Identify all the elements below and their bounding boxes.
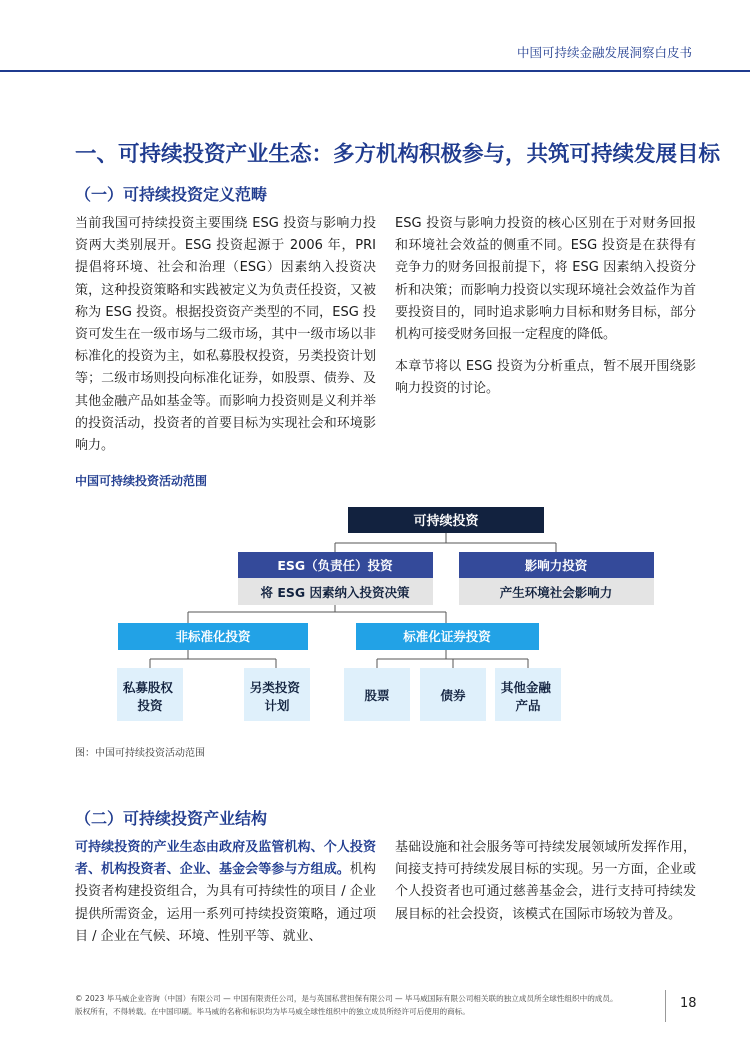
node-nonstandard	[118, 623, 308, 650]
subsection-1-title: （一）可持续投资定义范畴	[75, 185, 268, 204]
node-standard	[356, 623, 539, 650]
footer-copyright	[75, 992, 655, 1018]
paragraph: 本章节将以 ESG 投资为分析重点，暂不展开围绕影响力投资的讨论。	[395, 359, 696, 397]
header-title: 中国可持续金融发展洞察白皮书	[516, 45, 692, 60]
paragraph: 基础设施和社会服务等可持续发展领域所发挥作用，间接支持可持续发展目标的实现。另一方面，企业或个人投资者也可通过慈善基金会，进行支持可持续发展目标的社会投资，该模式在国际市场较为普及。	[395, 840, 696, 922]
leaf-alternative-plan-label: 另类投资 计划	[249, 680, 300, 713]
page-number: 18	[680, 996, 697, 1011]
leaf-other-products-label: 其他金融 产品	[500, 680, 551, 713]
node-impact-desc: 产生环境社会影响力	[499, 585, 613, 600]
paragraph: ESG 投资与影响力投资的核心区别在于对财务回报和环境社会效益的侧重不同。ESG 投资是在获得有竞争力的财务回报前提下，将 ESG 因素纳入投资分析和决策；而影响力投资以实现环境社会效益作为首要投资目的，同时追求影响力目标和财务目标，部分机构可接受财务回报一定程度的降低。	[395, 216, 696, 343]
leaf-other-products	[495, 668, 561, 721]
section-title: 一、可持续投资产业生态：多方机构积极参与，共筑可持续发展目标	[75, 142, 721, 167]
footer-line-2: 版权所有，不得转载。在中国印刷。毕马威的名称和标识均为毕马威全球性组织中的独立成员所经许可后使用的商标。	[75, 1007, 470, 1016]
left-column-2	[75, 837, 376, 948]
node-esg-label: ESG（负责任）投资	[277, 558, 393, 573]
leaf-bonds-label: 债券	[440, 688, 466, 703]
node-standard-label: 标准化证券投资	[403, 629, 491, 644]
highlight-text: 可持续投资的产业生态由政府及监管机构、个人投资者、机构投资者、企业、基金会等参与方组成。	[75, 840, 376, 878]
node-impact-label: 影响力投资	[524, 558, 588, 573]
node-esg	[238, 552, 433, 605]
leaf-stocks-label: 股票	[364, 688, 390, 703]
footer-line-1: © 2023 毕马威企业咨询（中国）有限公司 — 中国有限责任公司，是与英国私营担保有限公司 — 毕马威国际有限公司相关联的独立成员所全球性组织中的成员。	[75, 994, 618, 1003]
paragraph: 当前我国可持续投资主要围绕 ESG 投资与影响力投资两大类别展开。ESG 投资起源于 2006 年，PRI 提倡将环境、社会和治理（ESG）因素纳入投资决策，这种投资策略和实践被定义为负责任投资，又被称为 ESG 投资。根据投资资产类型的不同，ESG 投资可发生在一级市场与二级市场，其中一级市场以非标准化的投资为主，如私募股权投资，另类投资计划等；二级市场则投向标准化证券，如股票、债券、及其他金融产品如基金等。而影响力投资则是义利并举的投资活动，投资者的首要目标为实现社会和环境影响力。	[75, 216, 376, 454]
node-nonstandard-label: 非标准化投资	[175, 629, 251, 644]
figure-title: 中国可持续投资活动范围	[75, 474, 208, 488]
leaf-alternative-plan	[244, 668, 310, 721]
paragraph	[75, 837, 376, 948]
node-root	[348, 507, 544, 533]
leaf-stocks	[344, 668, 410, 721]
leaf-bonds	[420, 668, 486, 721]
figure-caption: 图：中国可持续投资活动范围	[75, 748, 205, 759]
leaf-private-equity-label: 私募股权 投资	[122, 680, 173, 713]
node-esg-desc: 将 ESG 因素纳入投资决策	[260, 585, 410, 600]
subsection-2-title: （二）可持续投资产业结构	[75, 809, 268, 828]
right-column-2	[395, 837, 696, 936]
body-text: 机构投资者构建投资组合，为具有可持续性的项目 / 企业提供所需资金，运用一系列可持续投资策略，通过项目 / 企业在气候、环境、性别平等、就业、	[75, 862, 376, 944]
node-impact	[459, 552, 654, 605]
leaf-private-equity	[117, 668, 183, 721]
node-root-label: 可持续投资	[413, 514, 479, 529]
footer-rule	[665, 990, 666, 1022]
